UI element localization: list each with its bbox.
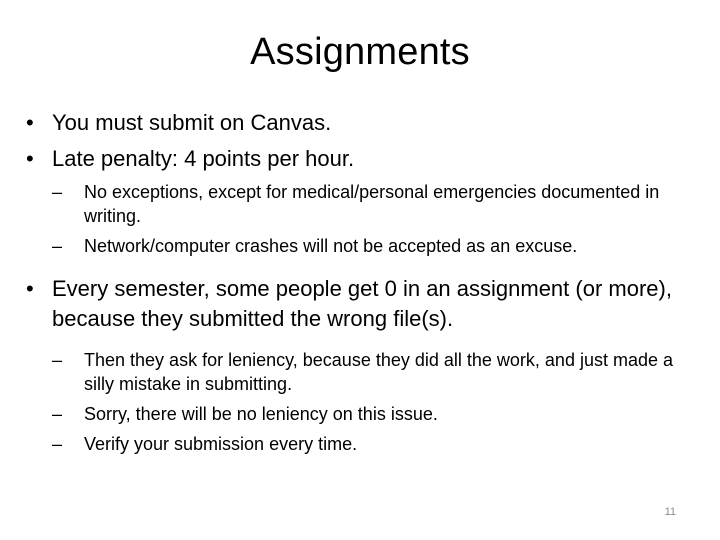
sub-bullet-item xyxy=(26,180,696,228)
sub-bullet-marker: – xyxy=(52,404,63,424)
sub-bullet-marker: – xyxy=(52,350,63,370)
sub-bullet-marker: – xyxy=(52,182,63,202)
slide-title: Assignments xyxy=(250,31,470,73)
sub-bullet-item xyxy=(26,432,696,456)
sub-bullet-text: Network/computer crashes will not be accepted as an excuse. xyxy=(84,236,578,256)
sub-bullet-marker: – xyxy=(52,434,63,454)
sub-bullet-text: Then they ask for leniency, because they did all the work, and just made a silly mistake in submitting. xyxy=(84,350,673,394)
bullet-text: Late penalty: 4 points per hour. xyxy=(52,146,355,171)
bullet-marker: • xyxy=(26,110,34,135)
bullet-marker: • xyxy=(26,276,34,301)
sub-bullet-text: No exceptions, except for medical/personal emergencies documented in writing. xyxy=(84,182,660,226)
sub-bullet-item xyxy=(26,402,696,426)
bullet-text: You must submit on Canvas. xyxy=(52,110,332,135)
bullet-item xyxy=(26,274,696,334)
spacer xyxy=(26,340,696,348)
sub-bullet-marker: – xyxy=(52,236,63,256)
bullet-item xyxy=(26,108,696,138)
bullet-item xyxy=(26,144,696,174)
slide-body xyxy=(26,108,696,462)
bullet-text: Every semester, some people get 0 in an assignment (or more), because they submitted the wrong file(s). xyxy=(52,276,672,331)
sub-bullet-text: Sorry, there will be no leniency on this issue. xyxy=(84,404,438,424)
page-number: 11 xyxy=(664,506,676,518)
bullet-marker: • xyxy=(26,146,34,171)
spacer xyxy=(26,264,696,274)
sub-bullet-text: Verify your submission every time. xyxy=(84,434,358,454)
sub-bullet-item xyxy=(26,234,696,258)
sub-bullet-item xyxy=(26,348,696,396)
